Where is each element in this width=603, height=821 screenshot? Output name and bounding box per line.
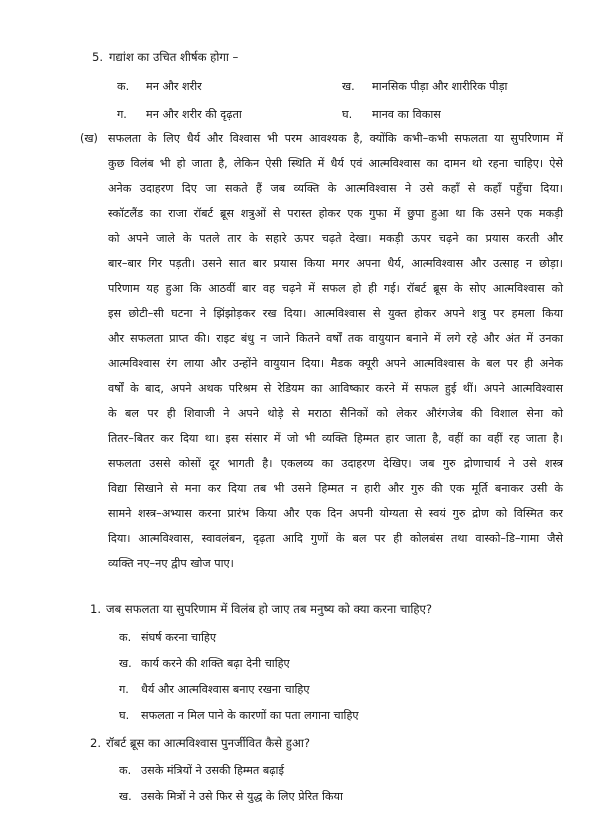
question-number: 2. — [90, 736, 102, 750]
option-text: मानसिक पीड़ा और शारीरिक पीड़ा — [372, 80, 508, 93]
option-text: धैर्य और आत्मविश्वास बनाए रखना चाहिए — [141, 683, 310, 696]
passage-line: विद्या सिखाने से मना कर दिया तब भी उसने हिम्मत न हारी और गुरु की एक मूर्ति बनाकर उसी के — [108, 482, 563, 495]
passage-line: सफलता के लिए धैर्य और विश्वास भी परम आवश्यक है, क्योंकि कभी–कभी सफलता या सुपरिणाम में — [108, 132, 563, 145]
option-label: घ. — [342, 108, 353, 121]
option-label: ख. — [342, 80, 355, 93]
option-text: मन और शरीर की दृढ़ता — [146, 108, 242, 121]
passage-line: आत्मविश्वास रंग लाया और उन्होंने वायुयान दिया। मैडक क्यूरी अपने आत्मविश्वास के बल पर ही अनेक — [108, 357, 563, 370]
passage-line: कुछ विलंब भी हो जाता है, लेकिन ऐसी स्थिति में धैर्य एवं आत्मविश्वास का दामन थो रहना चाहिए। ऐसे — [108, 157, 563, 170]
option-label: क. — [119, 764, 132, 777]
option-label: क. — [117, 80, 130, 93]
question-text: जब सफलता या सुपरिणाम में विलंब हो जाए तब मनुष्य को क्या करना चाहिए? — [106, 602, 433, 616]
passage-line: परिणाम यह हुआ कि आठवीं बार वह चढ़ने में सफल हो ही गई। रॉबर्ट ब्रूस के सोए आत्मविश्वास को — [108, 282, 563, 295]
option-text: उसके मित्रों ने उसे फिर से युद्ध के लिए प्रेरित किया — [141, 790, 343, 803]
passage-line: सफलता उससे कोसों दूर भागती है। एकलव्य का उदाहरण देखिए। जब गुरु द्रोणाचार्य ने उसे शस्त्र — [108, 457, 563, 470]
passage-line: स्कॉटलैंड का राजा रॉबर्ट ब्रूस शत्रुओं से परास्त होकर एक गुफा में छुपा हुआ था कि उसने एक मकड़ी — [108, 207, 563, 220]
passage-line: इस छोटी–सी घटना ने झिंझोड़कर रख दिया। आत्मविश्वास से युक्त होकर अपने शत्रु पर हमला किया — [108, 307, 563, 320]
passage-line: सामने शस्त्र–अभ्यास करना प्रारंभ किया और एक दिन अपनी योग्यता से स्वयं गुरु द्रोण को विस्मित कर — [108, 507, 563, 520]
passage-line: बार–बार गिर पड़ती। उसने सात बार प्रयास किया मगर अपना धैर्य, आत्मविश्वास और उत्साह न छोड़ा। — [108, 257, 563, 270]
option-text: उसके मंत्रियों ने उसकी हिम्मत बढ़ाई — [141, 764, 284, 777]
passage-line: व्यक्ति नए–नए द्वीप खोज पाए। — [108, 557, 234, 570]
passage-line: को अपने जाले के पतले तार के सहारे ऊपर चढ़ते देखा। मकड़ी ऊपर चढ़ने का प्रयास करती और — [108, 232, 563, 245]
passage-line: अनेक उदाहरण दिए जा सकते हैं जब व्यक्ति के आत्मविश्वास ने उसे कहाँ से कहाँ पहुँचा दिया। — [108, 182, 563, 195]
question-number: 1. — [90, 602, 102, 616]
option-label: ग. — [117, 108, 127, 121]
question-text: गद्यांश का उचित शीर्षक होगा – — [109, 50, 239, 64]
option-label: क. — [119, 631, 132, 644]
option-label: ग. — [119, 683, 129, 696]
passage-line: दिया। आत्मविश्वास, स्वावलंबन, दृढ़ता आदि गुणों के बल पर ही कोलबंस तथा वास्को–डि–गामा जैसे — [108, 532, 563, 545]
option-text: सफलता न मिल पाने के कारणों का पता लगाना चाहिए — [141, 709, 359, 722]
question-number: 5. — [92, 50, 104, 64]
option-label: ख. — [119, 657, 132, 670]
section-marker: (ख) — [80, 132, 98, 145]
option-label: ख. — [119, 790, 132, 803]
option-text: मानव का विकास — [372, 108, 441, 121]
passage-line: के बल पर ही शिवाजी ने अपने थोड़े से मराठा सैनिकों को लेकर औरंगजेब की विशाल सेना को — [108, 407, 563, 420]
question-text: रॉबर्ट ब्रूस का आत्मविश्वास पुनर्जीवित कैसे हुआ? — [106, 736, 310, 750]
option-text: मन और शरीर — [146, 80, 202, 93]
option-label: घ. — [119, 709, 130, 722]
option-text: संघर्ष करना चाहिए — [141, 631, 217, 644]
passage-line: तितर–बितर कर दिया था। इस संसार में जो भी व्यक्ति हिम्मत हार जाता है, वहीं का वहीं रह जाता है। — [108, 432, 563, 445]
option-text: कार्य करने की शक्ति बढ़ा देनी चाहिए — [141, 657, 290, 670]
passage-line: और सफलता प्राप्त की। राइट बंधु न जाने कितने वर्षों तक वायुयान बनाने में लगे रहे और अंत में उनका — [108, 332, 563, 345]
passage-line: वर्षों के बाद, अपने अथक परिश्रम से रेडियम का आविष्कार करने में सफल हुई थीं। अपने आत्मविश्वास — [108, 382, 563, 395]
